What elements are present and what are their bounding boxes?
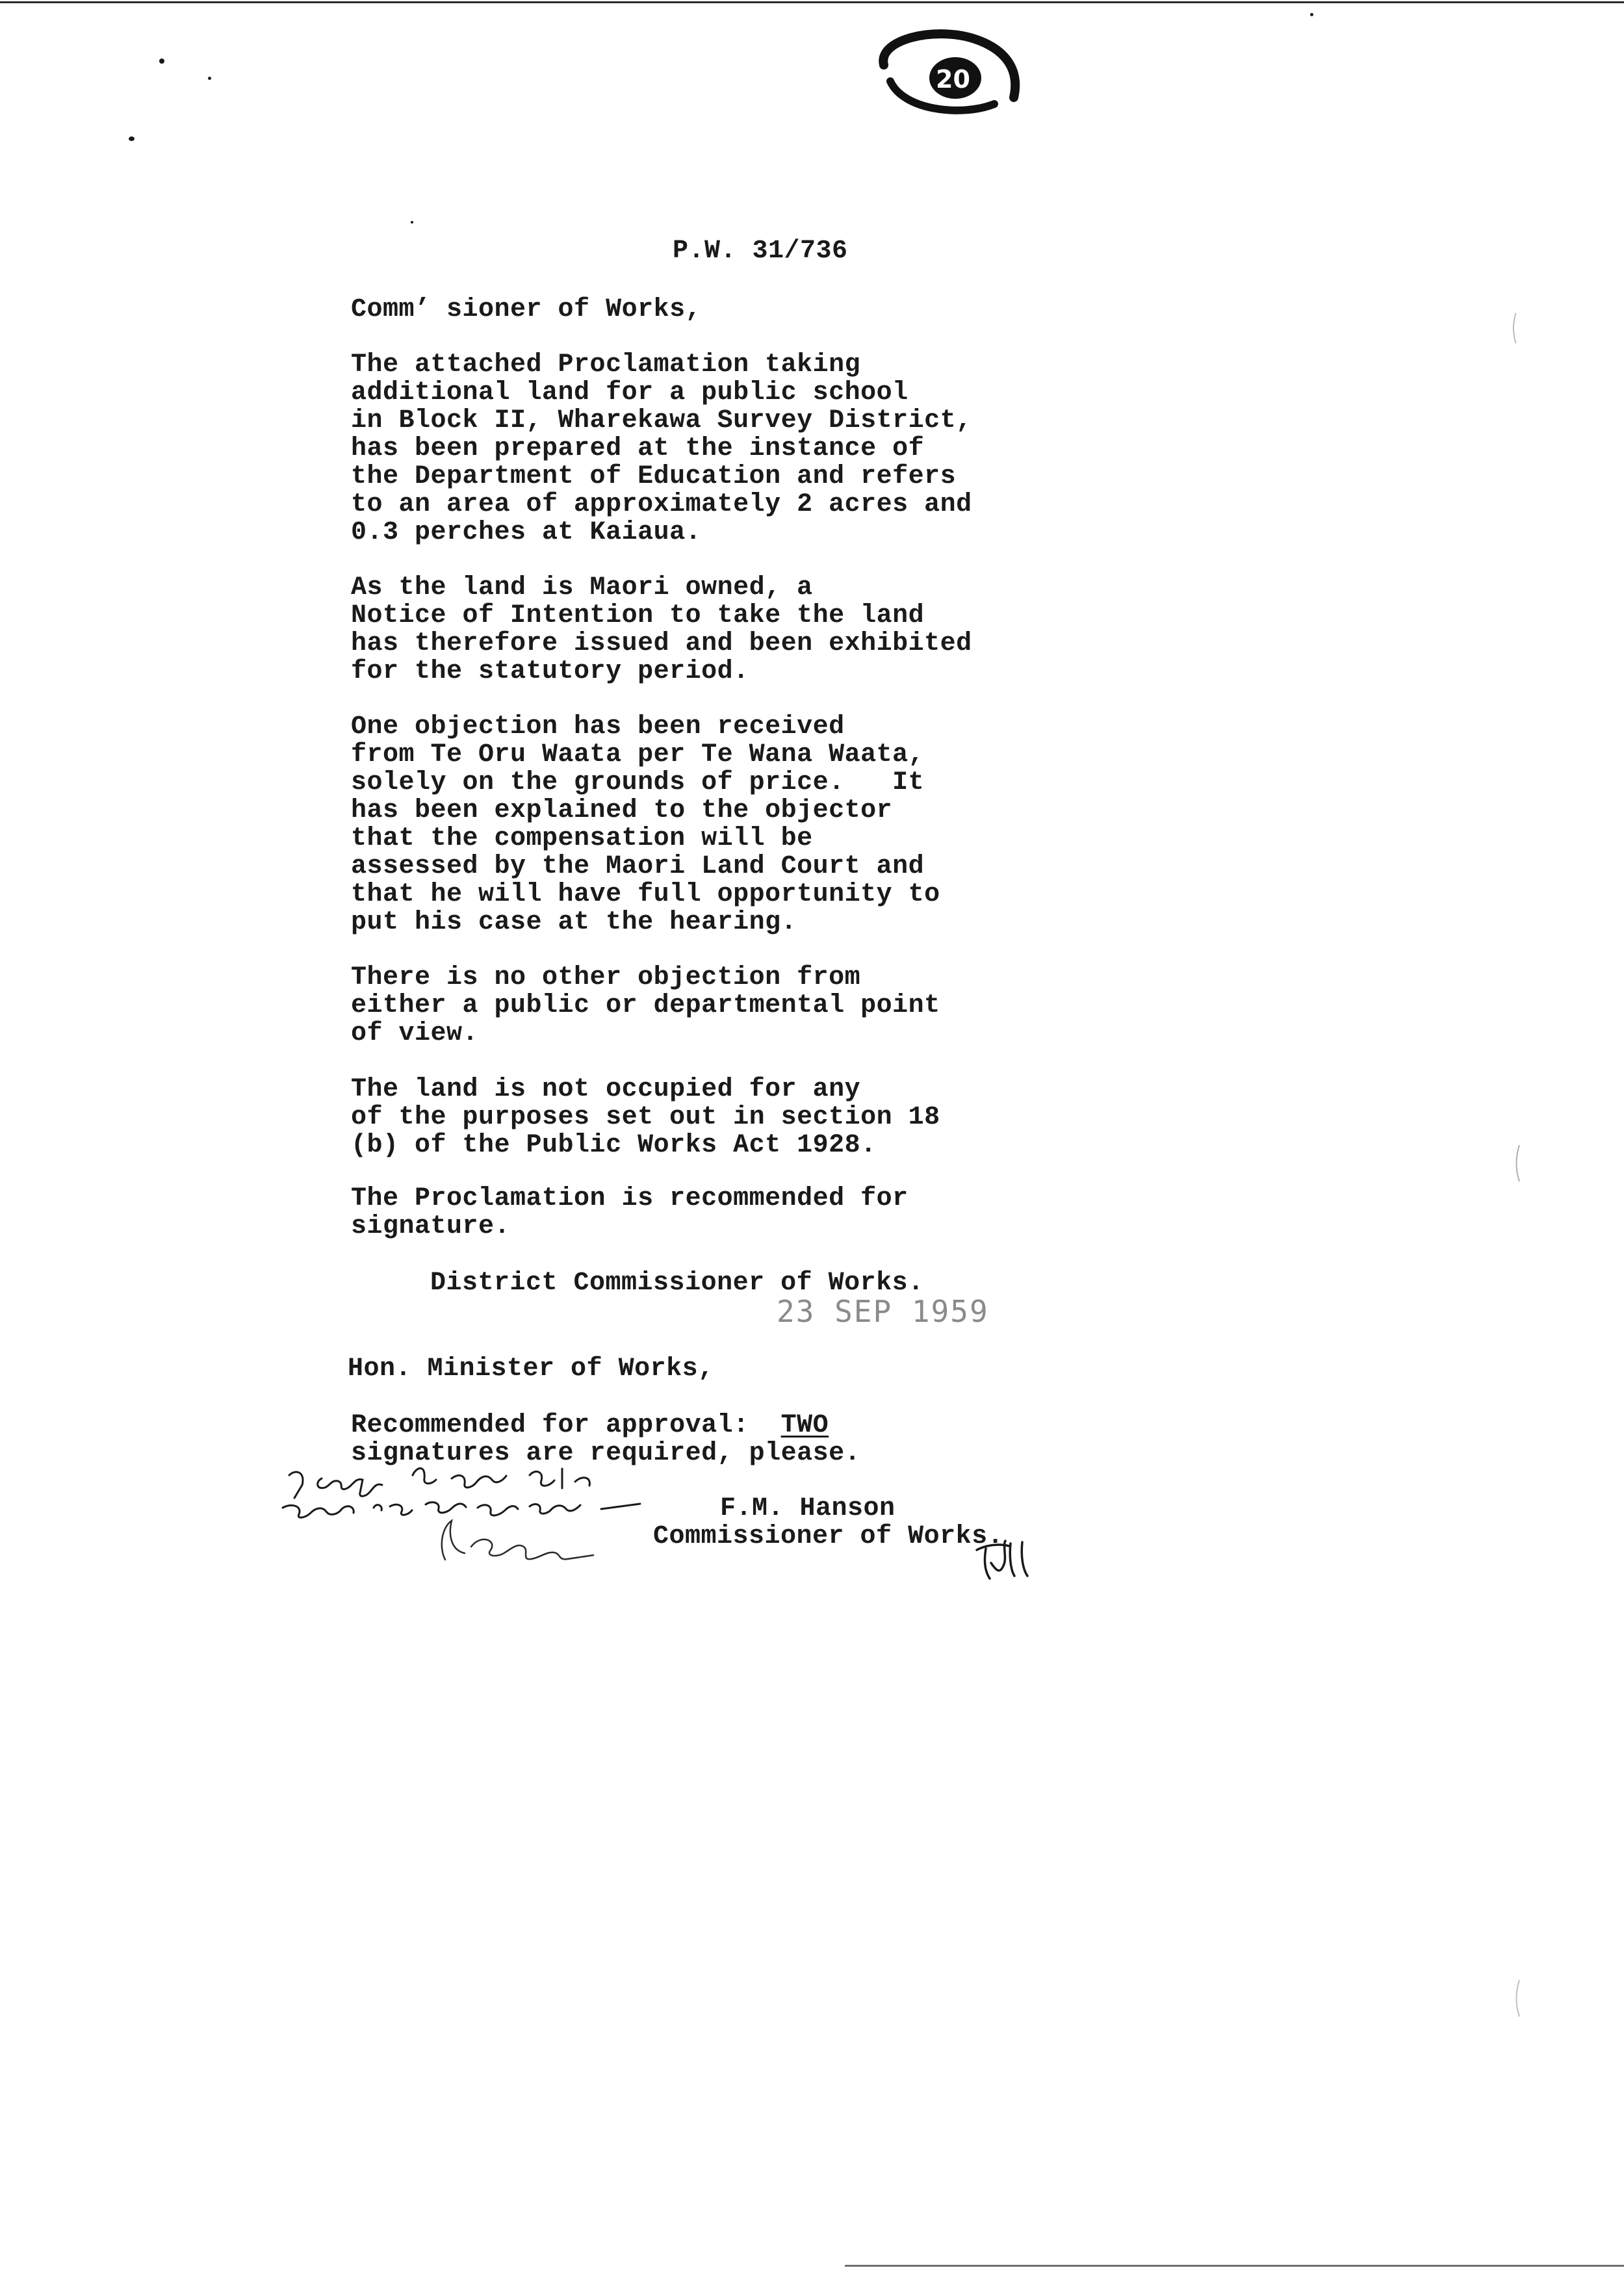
addressee-commissioner: Comm’ sioner of Works,: [351, 295, 702, 324]
folio-number: 20: [936, 65, 970, 94]
margin-mark: [1514, 1979, 1522, 2018]
paragraph-objection: One objection has been received from Te Oru Waata per Te Wana Waata, solely on the grounds of price. It has been explained to the objector that the compensation will be assessed by the Maori Land Court and that he will have full opportunity to put his case at the hearing.: [351, 712, 940, 937]
addressee-minister: Hon. Minister of Works,: [348, 1354, 714, 1384]
scan-speck: [1310, 13, 1313, 16]
recommendation-emphasis: TWO: [780, 1411, 829, 1440]
signatory-title: Commissioner of Works.: [653, 1522, 1004, 1551]
handwritten-certification: [276, 1456, 692, 1573]
paragraph-land-not-occupied: The land is not occupied for any of the purposes set out in section 18 (b) of the Public Works Act 1928.: [351, 1075, 940, 1160]
paragraph-no-other-objection: There is no other objection from either a public or departmental point of view.: [351, 963, 940, 1048]
margin-mark: [1514, 1144, 1522, 1183]
scan-speck: [208, 77, 211, 80]
district-commissioner-signoff: District Commissioner of Works.: [430, 1269, 924, 1298]
scan-bottom-edge: [845, 2265, 1624, 2267]
paragraph-notice-of-intention: As the land is Maori owned, a Notice of Intention to take the land has therefore issued and been exhibited for the statutory period.: [351, 573, 972, 686]
scan-top-edge: [0, 1, 1624, 3]
recommendation-prefix: Recommended for approval:: [351, 1411, 781, 1440]
date-stamp: 23 SEP 1959: [777, 1294, 989, 1329]
scan-speck: [159, 58, 164, 64]
recommendation-suffix: signatures are required, please.: [351, 1439, 861, 1468]
file-reference: P.W. 31/736: [673, 237, 848, 266]
signatory-name: F.M. Hanson: [720, 1494, 896, 1523]
handwritten-initials: [972, 1537, 1037, 1582]
folio-number-circle: [864, 19, 1027, 130]
paragraph-recommendation: The Proclamation is recommended for signature.: [351, 1184, 909, 1241]
paragraph-proclamation: The attached Proclamation taking additional land for a public school in Block II, Wharekawa Survey District, has been prepared at the instance of the Department of Education and refers to an area of approximately 2 acres and 0.3 perches at Kaiaua.: [351, 350, 972, 547]
scan-speck: [411, 221, 413, 224]
scan-speck: [129, 136, 135, 141]
margin-mark: [1511, 312, 1519, 344]
